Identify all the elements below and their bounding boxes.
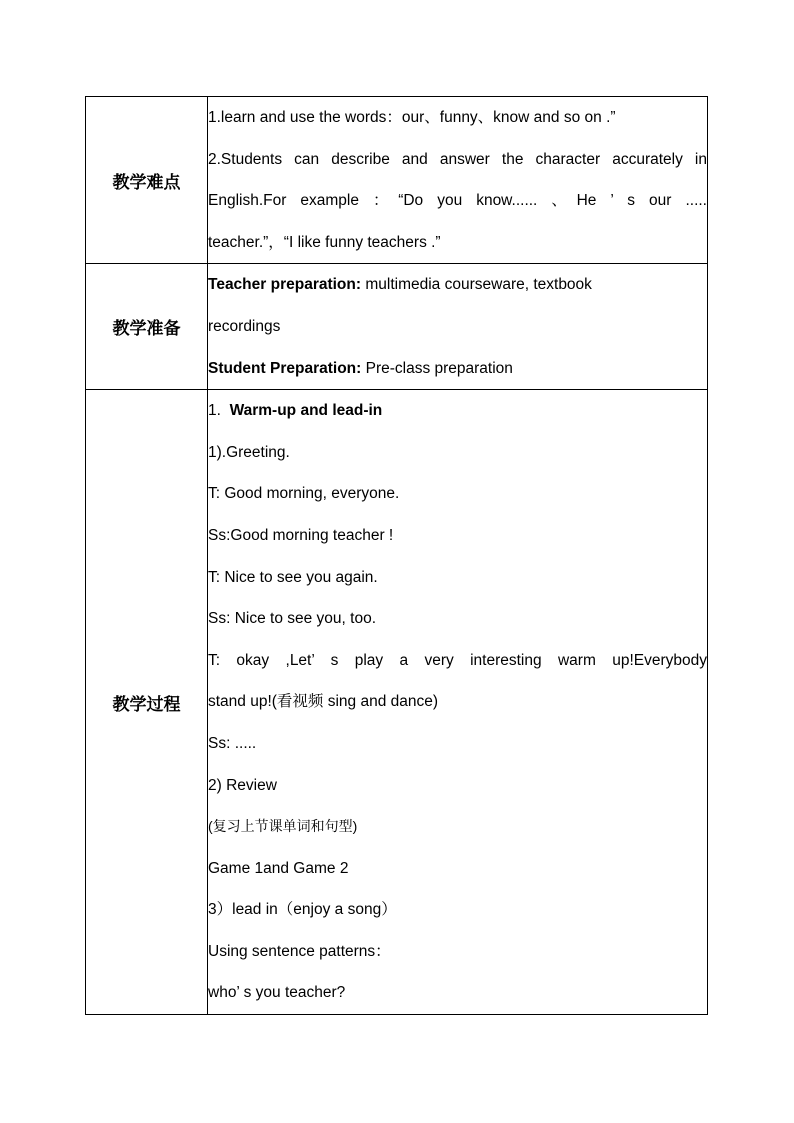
text-line: 3）lead in（enjoy a song） — [208, 901, 397, 919]
student-preparation — [208, 348, 707, 390]
text-line: T: Nice to see you again. — [208, 568, 378, 586]
lesson-plan-table — [85, 96, 708, 1015]
text-line: Ss:Good morning teacher ! — [208, 526, 394, 544]
teacher-preparation-label: Teacher preparation: — [208, 276, 362, 294]
section-heading — [208, 390, 707, 432]
text-line: Game 1and Game 2 — [208, 859, 349, 877]
student-preparation-label: Student Preparation: — [208, 359, 362, 377]
text-line: teacher.”，“I like funny teachers .” — [208, 233, 441, 251]
teacher-preparation-text: multimedia courseware, textbook — [361, 276, 592, 294]
row-label: 教学准备 — [86, 264, 208, 390]
teaching-preparation-row — [86, 264, 708, 390]
text-line: 2) Review — [208, 776, 277, 794]
text-line: T: Good morning, everyone. — [208, 485, 400, 503]
row-label: 教学过程 — [86, 390, 208, 1015]
row-content — [208, 97, 708, 264]
text-line: T: okay ,Let’ s play a very interesting warm up!Everybody — [208, 651, 707, 669]
row-label: 教学难点 — [86, 97, 208, 264]
text-line: 2.Students can describe and answer the character accurately in — [208, 150, 707, 168]
teacher-preparation-continued: recordings — [208, 317, 281, 335]
student-preparation-text: Pre-class preparation — [361, 359, 513, 377]
text-line: 1.learn and use the words：our、funny、know and so on .” — [208, 109, 616, 126]
teacher-preparation — [208, 264, 707, 306]
text-line: Using sentence patterns： — [208, 942, 391, 960]
text-line: (复习上节课单词和句型) — [208, 818, 358, 835]
section-heading-text: Warm-up and lead-in — [229, 402, 383, 420]
row-content — [208, 264, 708, 390]
teaching-process-row — [86, 390, 708, 1015]
text-line: stand up!(看视频 sing and dance) — [208, 693, 439, 711]
text-line: 1).Greeting. — [208, 443, 290, 461]
teaching-difficulties-row — [86, 97, 708, 264]
section-heading-number: 1. — [208, 402, 221, 420]
text-line: English.For example ：“Do you know...... 、He ’ s our ..... — [208, 192, 707, 210]
row-content — [208, 390, 708, 1015]
text-line: Ss: ..... — [208, 734, 257, 752]
text-line: who’ s you teacher? — [208, 984, 346, 1002]
text-line: Ss: Nice to see you, too. — [208, 610, 377, 628]
